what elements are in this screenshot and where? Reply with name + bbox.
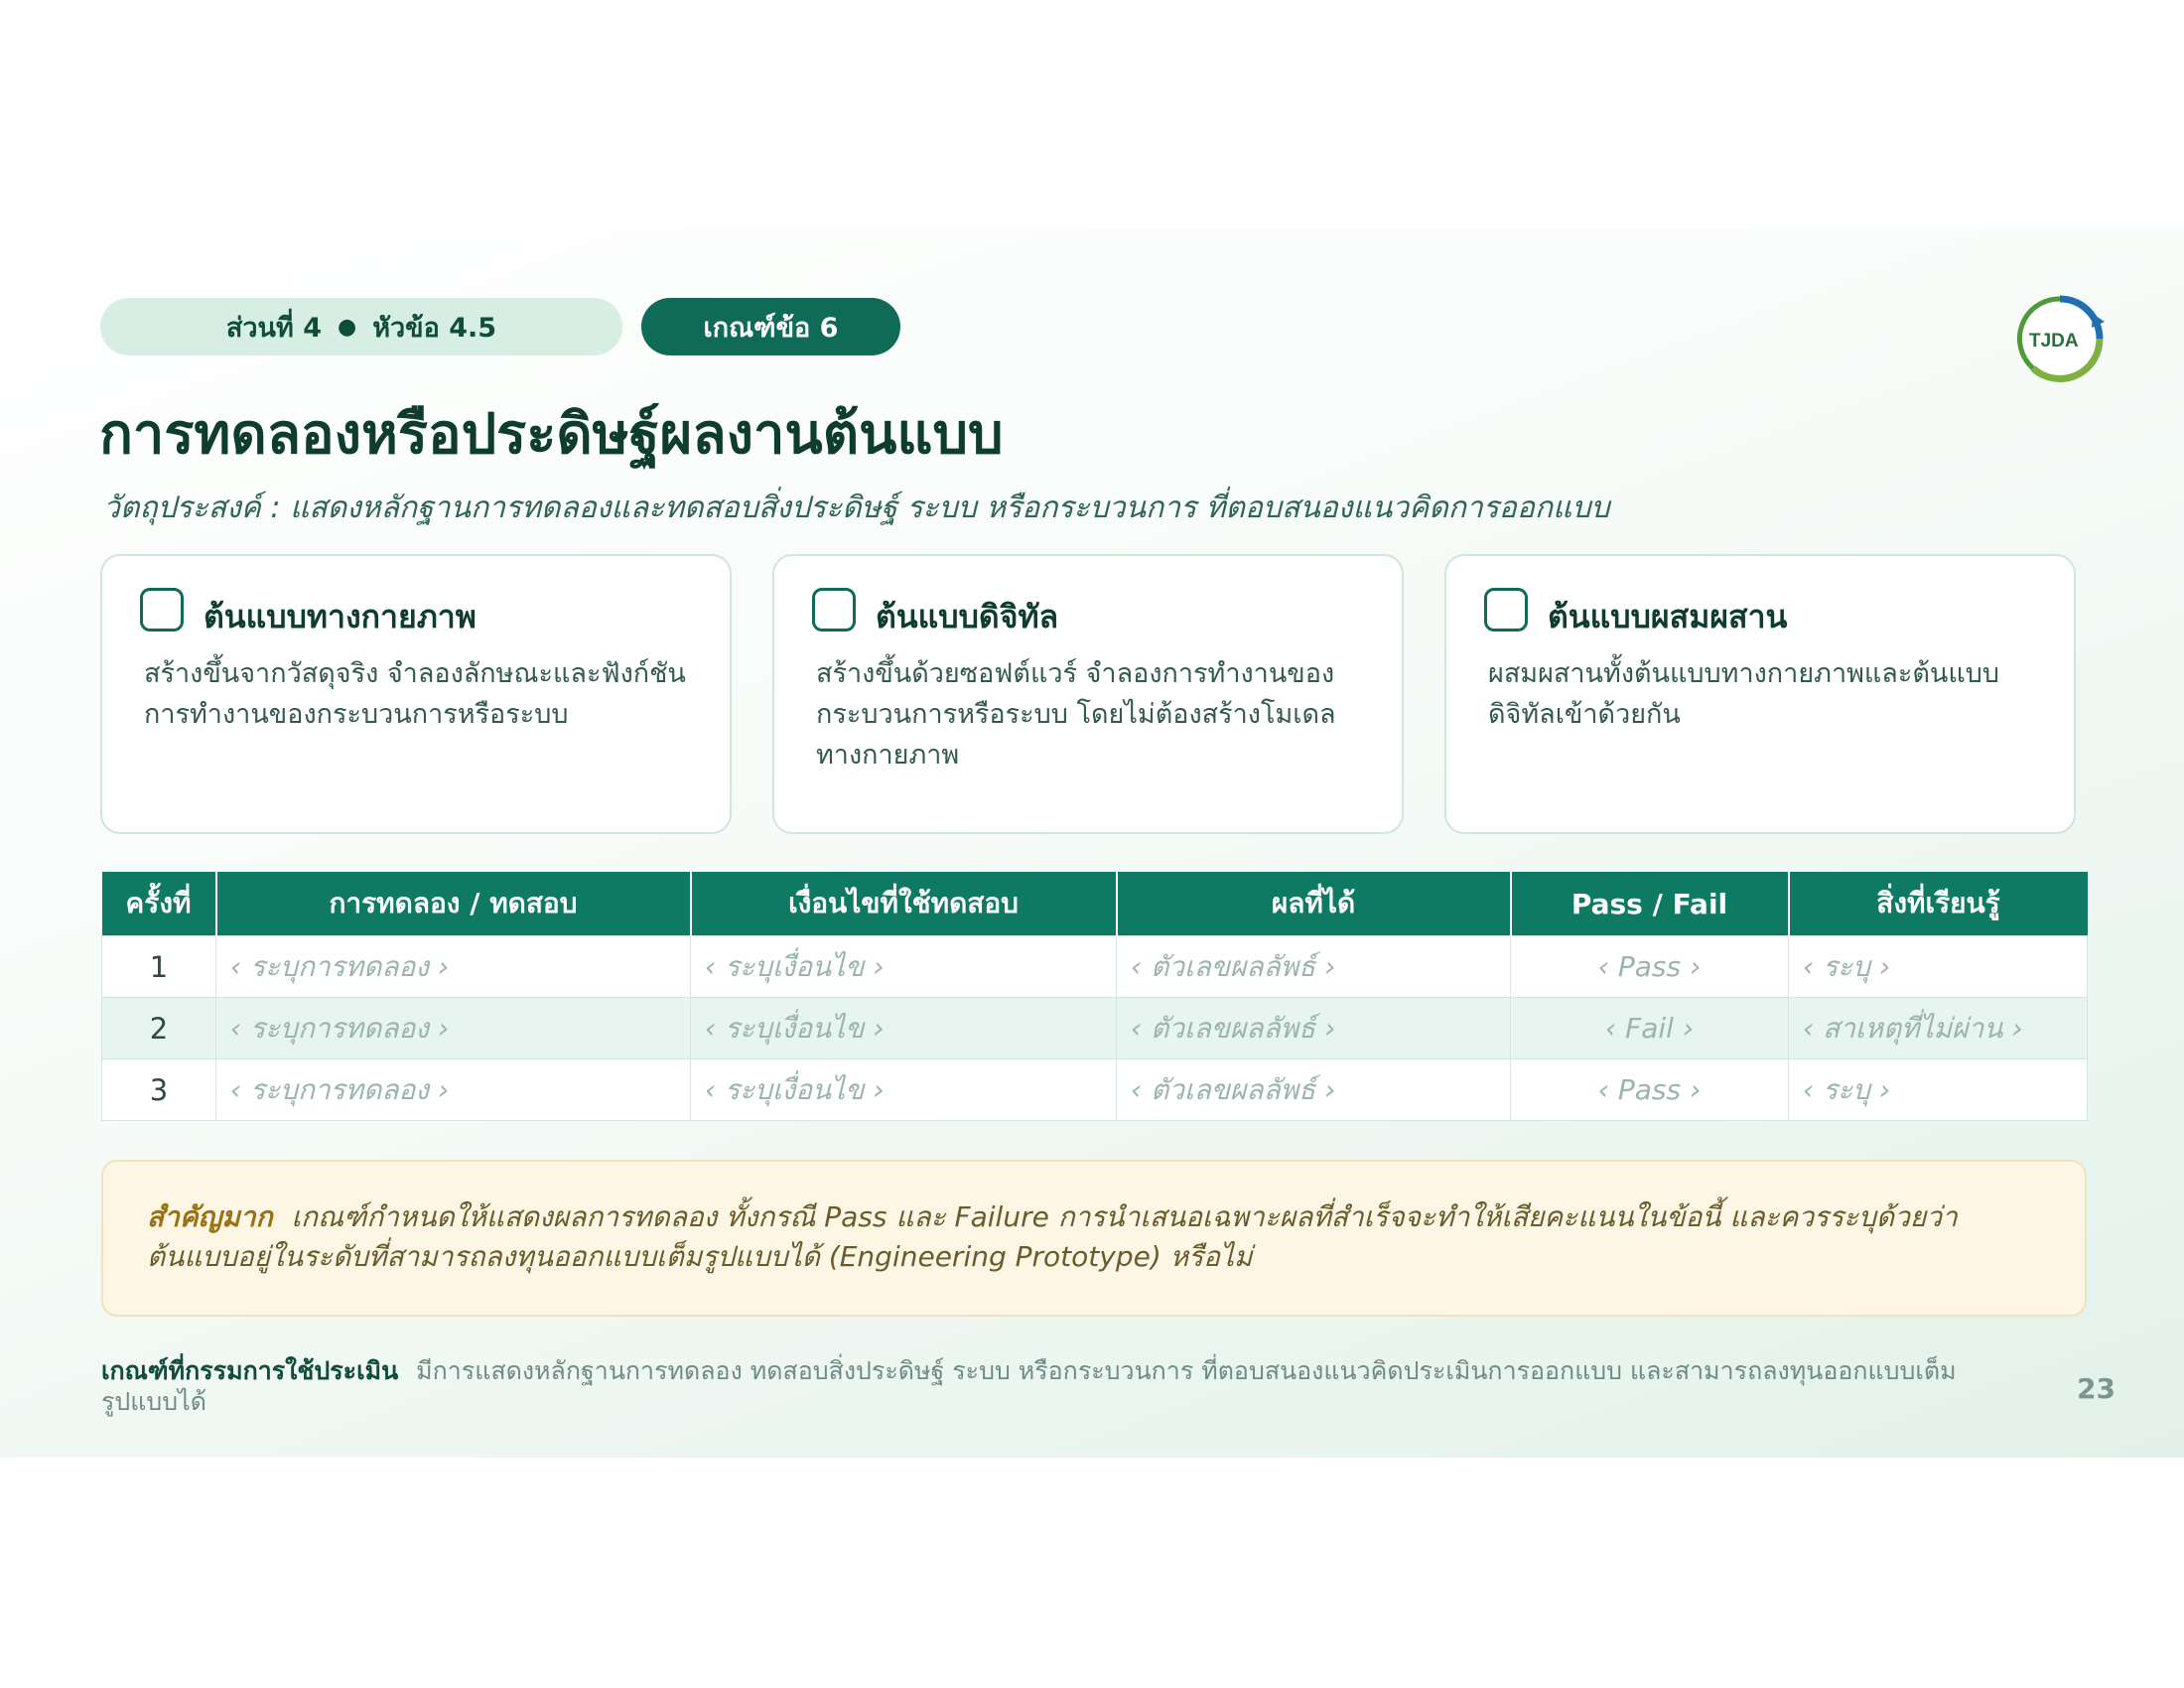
cell-learning[interactable]: ‹ ระบุ ›	[1789, 1059, 2088, 1121]
header-round: ครั้งที่	[102, 872, 216, 936]
card-title: ต้นแบบผสมผสาน	[1548, 598, 1788, 635]
cell-condition[interactable]: ‹ ระบุเงื่อนไข ›	[691, 998, 1117, 1059]
table-header-row	[102, 872, 2088, 936]
card-hybrid-prototype	[1444, 554, 2076, 834]
card-body: สร้างขึ้นด้วยซอฟต์แวร์ จำลองการทำงานของกระบวนการหรือระบบ โดยไม่ต้องสร้างโมเดลทางกายภาพ	[816, 658, 1336, 771]
cell-pass-fail[interactable]: ‹ Pass ›	[1511, 1059, 1789, 1121]
cell-test[interactable]: ‹ ระบุการทดลอง ›	[216, 1059, 691, 1121]
card-digital-prototype	[772, 554, 1404, 834]
cell-test[interactable]: ‹ ระบุการทดลอง ›	[216, 936, 691, 998]
cell-result[interactable]: ‹ ตัวเลขผลลัพธ์ ›	[1117, 1059, 1511, 1121]
cell-condition[interactable]: ‹ ระบุเงื่อนไข ›	[691, 936, 1117, 998]
checkbox-hybrid[interactable]	[1484, 588, 1528, 632]
page-title: การทดลองหรือประดิษฐ์ผลงานต้นแบบ	[99, 402, 1004, 467]
slide	[0, 228, 2184, 1458]
logo-text: TJDA	[2029, 331, 2079, 352]
card-title: ต้นแบบดิจิทัล	[876, 598, 1059, 635]
table-row	[102, 936, 2088, 998]
table-row	[102, 1059, 2088, 1121]
card-body: ผสมผสานทั้งต้นแบบทางกายภาพและต้นแบบดิจิทัลเข้าด้วยกัน	[1488, 658, 2000, 730]
note-emphasis: สำคัญมาก	[147, 1200, 273, 1233]
card-body: สร้างขึ้นจากวัสดุจริง จำลองลักษณะและฟังก์ชันการทำงานของกระบวนการหรือระบบ	[144, 658, 686, 730]
page-number: 23	[2077, 1372, 2116, 1405]
page-subtitle: วัตถุประสงค์ : แสดงหลักฐานการทดลองและทดสอบสิ่งประดิษฐ์ ระบบ หรือกระบวนการ ที่ตอบสนองแนวคิดการออกแบบ	[103, 491, 1610, 525]
footer-text: มีการแสดงหลักฐานการทดลอง ทดสอบสิ่งประดิษฐ์ ระบบ หรือกระบวนการ ที่ตอบสนองแนวคิดประเมินการออกแบบ และสามารถลงทุนออกแบบเต็มรูปแบบได้	[101, 1356, 1957, 1416]
checkbox-physical[interactable]	[140, 588, 184, 632]
criteria-pill	[641, 298, 900, 355]
cell-condition[interactable]: ‹ ระบุเงื่อนไข ›	[691, 1059, 1117, 1121]
cell-learning[interactable]: ‹ สาเหตุที่ไม่ผ่าน ›	[1789, 998, 2088, 1059]
note-text: เกณฑ์กำหนดให้แสดงผลการทดลอง ทั้งกรณี Pass และ Failure การนำเสนอเฉพาะผลที่สำเร็จจะทำให้เสียคะแนนในข้อนี้ และควรระบุด้วยว่าต้นแบบอยู่ในระดับที่สามารถลงทุนออกแบบเต็มรูปแบบได้ (Engineering Prototype) หรือไม่	[147, 1200, 1958, 1273]
cell-learning[interactable]: ‹ ระบุ ›	[1789, 936, 2088, 998]
footer-label: เกณฑ์ที่กรรมการใช้ประเมิน	[101, 1356, 399, 1385]
header-result: ผลที่ได้	[1117, 872, 1511, 936]
footer-criteria	[101, 1355, 1968, 1417]
table-row	[102, 998, 2088, 1059]
cell-test[interactable]: ‹ ระบุการทดลอง ›	[216, 998, 691, 1059]
header-learning: สิ่งที่เรียนรู้	[1789, 872, 2088, 936]
cell-round: 3	[102, 1059, 216, 1121]
topic-label: หัวข้อ 4.5	[372, 312, 497, 344]
card-title: ต้นแบบทางกายภาพ	[204, 598, 477, 635]
checkbox-digital[interactable]	[812, 588, 856, 632]
cell-round: 2	[102, 998, 216, 1059]
cell-pass-fail[interactable]: ‹ Fail ›	[1511, 998, 1789, 1059]
header-condition: เงื่อนไขที่ใช้ทดสอบ	[691, 872, 1117, 936]
cell-result[interactable]: ‹ ตัวเลขผลลัพธ์ ›	[1117, 998, 1511, 1059]
section-label: ส่วนที่ 4	[225, 312, 322, 344]
tjda-logo	[2013, 292, 2107, 385]
cell-result[interactable]: ‹ ตัวเลขผลลัพธ์ ›	[1117, 936, 1511, 998]
important-note	[101, 1160, 2087, 1317]
header-pass-fail: Pass / Fail	[1511, 872, 1789, 936]
section-pill	[100, 298, 622, 355]
test-results-table	[101, 872, 2088, 1121]
cell-pass-fail[interactable]: ‹ Pass ›	[1511, 936, 1789, 998]
cell-round: 1	[102, 936, 216, 998]
header-test: การทดลอง / ทดสอบ	[216, 872, 691, 936]
bullet-dot-icon: ●	[338, 314, 357, 340]
card-physical-prototype	[100, 554, 732, 834]
criteria-label: เกณฑ์ข้อ 6	[703, 312, 839, 344]
